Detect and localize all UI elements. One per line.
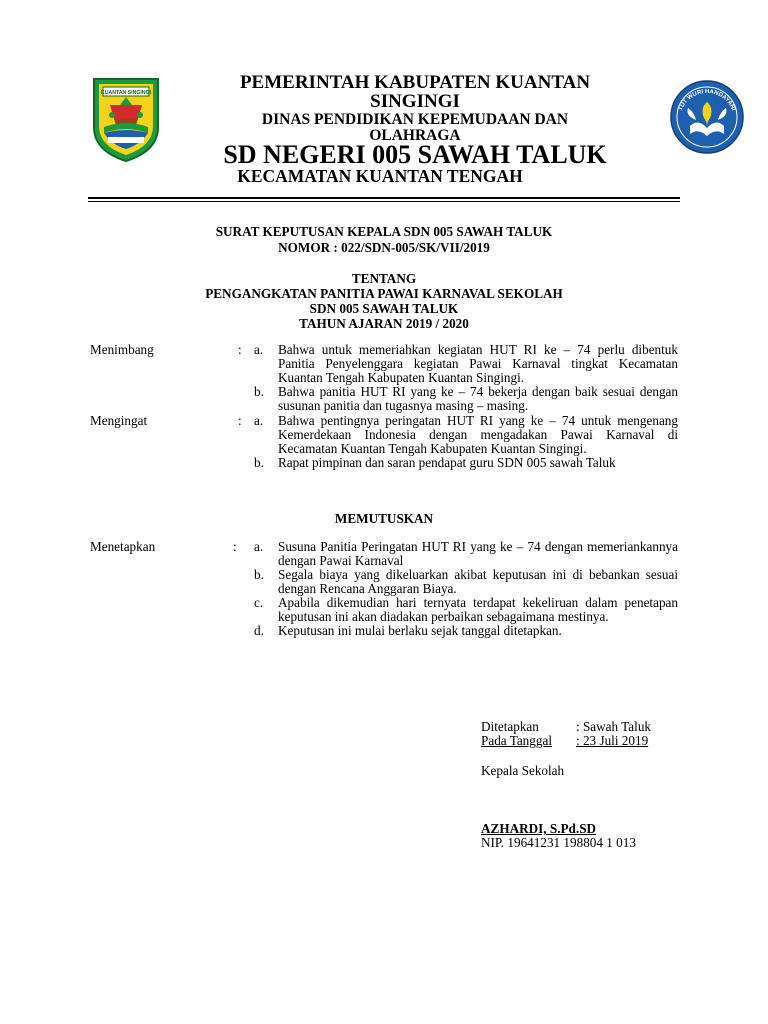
item-letter: b. [254,455,264,470]
header-line-2b: OLAHRAGA [369,126,461,144]
item-text: Keputusan ini mulai berlaku sejak tanggal ditetapkan. [278,623,562,638]
signature-place-row [481,720,681,734]
menetapkan-label: Menetapkan [90,539,156,554]
list-item [254,456,678,470]
mengingat-colon: : [238,413,242,428]
list-item [254,540,678,568]
signature-place-label: Ditetapkan [481,719,539,734]
item-letter: a. [254,539,264,554]
signature-nip: NIP. 19641231 198804 1 013 [481,835,636,850]
list-item [254,596,678,624]
item-letter: d. [254,623,264,638]
list-item [254,343,678,385]
item-text: Apabila dikemudian hari ternyata terdapat kekeliruan dalam penetapan keputusan ini akan diadakan perbaikan sebagaimana mestinya. [278,595,678,624]
header-line-2: DINAS PENDIDIKAN KEPEMUDAAN DAN [261,111,569,128]
svg-text:KUANTAN SINGINGI: KUANTAN SINGINGI [100,90,152,96]
item-text: Bahwa panitia HUT RI yang ke – 74 bekerja dengan baik sesuai dengan susunan panitia dan tugasnya masing – masing. [278,384,678,413]
mengingat-list [254,414,678,470]
list-item [254,568,678,596]
decree-about: TENTANG [351,271,417,286]
item-letter: b. [254,567,264,582]
item-text: Bahwa untuk memeriahkan kegiatan HUT RI ke – 74 perlu dibentuk Panitia Penyelenggara kegiatan Pawai Karnaval tingkat Kecamatan Kuantan Tengah Kabupaten Kuantan Singingi. [278,342,678,385]
item-text: Bahwa pentingnya peringatan HUT RI yang ke – 74 untuk mengenang Kemerdekaan Indonesia dengan mengadakan Pawai Karnaval di Kecamatan Kuantan Tengah Kabupaten Kuantan Singingi. [278,413,678,456]
decree-subject-3: TAHUN AJARAN 2019 / 2020 [299,316,469,331]
header-department [170,112,660,143]
header-government [170,73,660,111]
header-rule-thick [88,197,680,199]
menimbang-colon: : [238,342,242,357]
header-line-1: PEMERINTAH KABUPATEN KUANTAN [239,72,591,93]
tut-wuri-handayani-logo [662,78,752,156]
header-school-name: SD NEGERI 005 SAWAH TALUK [223,140,607,169]
decide-heading: MEMUTUSKAN [334,511,434,526]
list-item [254,414,678,456]
item-text: Segala biaya yang dikeluarkan akibat keputusan ini di bebankan sesuai dengan Rencana Anggaran Biaya. [278,567,678,596]
signature-place-value: : Sawah Taluk [576,719,652,734]
header-rule-thin [88,201,680,202]
list-item [254,385,678,413]
signature-date-row [481,734,659,748]
kuantan-singingi-logo [90,75,162,163]
signature-date-value: : 23 Juli 2019 [576,733,649,748]
item-letter: a. [254,342,264,357]
item-text: Rapat pimpinan dan saran pendapat guru SDN 005 sawah Taluk [278,455,616,470]
decree-subject-1: PENGANGKATAN PANITIA PAWAI KARNAVAL SEKOLAH [205,286,563,301]
svg-text:TUT WURI HANDAYANI: TUT WURI HANDAYANI [677,88,737,112]
item-text: Susuna Panitia Peringatan HUT RI yang ke – 74 dengan memeriankannya dengan Pawai Karnaval [278,539,678,568]
signature-block [481,720,681,850]
header-line-1b: SINGINGI [370,91,460,112]
signature-date-label: Pada Tanggal [481,733,552,748]
list-item [254,624,678,638]
menimbang-label: Menimbang [90,342,154,357]
menetapkan-list [254,540,678,638]
menimbang-list [254,343,678,413]
decree-title: SURAT KEPUTUSAN KEPALA SDN 005 SAWAH TALUK [215,224,553,239]
header-district: KECAMATAN KUANTAN TENGAH [237,166,523,186]
item-letter: b. [254,384,264,399]
decree-subject-2: SDN 005 SAWAH TALUK [309,301,459,316]
signature-position: Kepala Sekolah [481,763,565,778]
decree-number: NOMOR : 022/SDN-005/SK/VII/2019 [278,240,490,255]
item-letter: c. [254,595,264,610]
signature-name: AZHARDI, S.Pd.SD [481,821,597,836]
menetapkan-colon: : [233,539,237,554]
mengingat-label: Mengingat [90,413,148,428]
item-letter: a. [254,413,264,428]
